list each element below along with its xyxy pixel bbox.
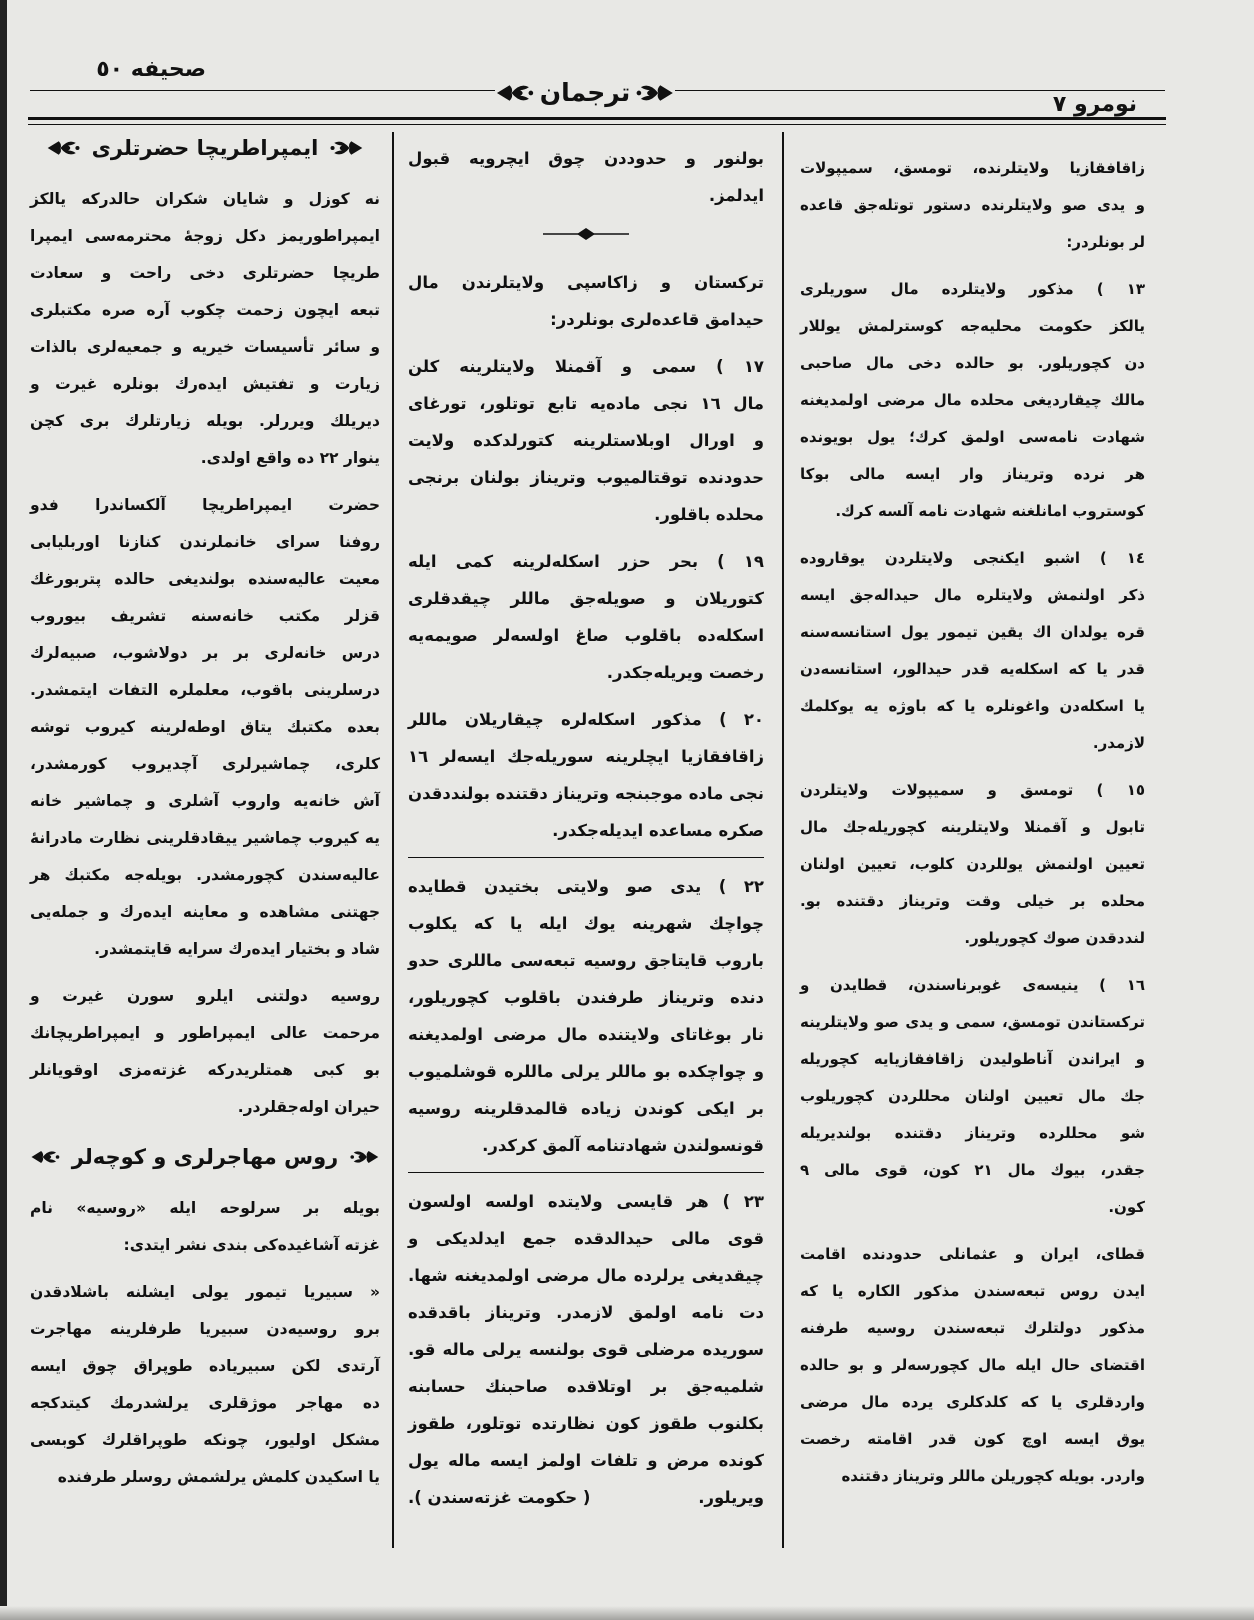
text-line: یالکز حکومت محلیه‌جه کوسترلمش یوللار <box>800 317 1145 335</box>
text-line: برو روسیه‌دن سبیریا طرفلرینه مهاجرت <box>30 1320 380 1338</box>
text-line: اقتضای حال ایله مال کچورسه‌لر و بو حالده <box>800 1356 1145 1374</box>
text-line: بعده مکتبك یتاق اوطه‌لرینه کیروب توشه <box>30 718 380 736</box>
text-line: مشکل اولیور، چونکه طوپراقلرك کوبسی <box>30 1431 380 1449</box>
text-line: ١٦ ) ینیسه‌ی غوبرناسندن، قطایدن و <box>800 976 1145 994</box>
paragraph <box>800 271 1145 530</box>
text-line: ١٥ ) تومسق و سمیپولات ولایتلردن <box>800 781 1145 799</box>
column-rule <box>782 132 784 1548</box>
text-line: کونده مرض و تلفات اولمز ایسه ماله یول <box>408 1451 764 1470</box>
text-line: ١٣ ) مذکور ولایتلرده مال سوریلری <box>800 280 1145 298</box>
section-heading <box>30 125 380 171</box>
text-line: تبعه ایچون زحمت چکوب آره صره مکتبلری <box>30 301 380 319</box>
text-line: قونسولندن شهادتنامه آلمق کرکدر. <box>482 1136 764 1155</box>
text-line: چواچك شهرینه یوك ایله یا که یکلوب <box>408 914 764 933</box>
text-line: جك مال تعیین اولنان محللردن کچوریلوب <box>800 1087 1145 1105</box>
section-heading-text: روس مهاجرلری و کوچه‌لر <box>71 1145 339 1169</box>
text-line: طریچا حضرتلری دخی راحت و سعادت <box>30 264 380 282</box>
text-line: نه کوزل و شایان شکران حالدرکه یالکز <box>30 190 380 208</box>
text-line: نار بوغاتای ولایتنده مال مرضی اولمدیغنه <box>408 1025 764 1044</box>
ornament-left-icon <box>30 1146 60 1168</box>
paragraph <box>800 772 1145 957</box>
text-line: قطای، ایران و عثمانلی حدودنده اقامت <box>800 1245 1145 1263</box>
text-line: ایدن روس تبعه‌سندن مذکور الکاره یا که <box>800 1282 1145 1300</box>
text-line: یا اسکیدن کلمش یرلشمش روسلر طرفنده <box>57 1468 380 1486</box>
header-double-rule <box>28 117 1166 125</box>
text-line: زاقافقازیا ایچلرینه سوریله‌جك ایسه‌لر ١٦ <box>408 747 764 766</box>
text-line: دن کچوریلور. بو حالده دخی مال صاحبی <box>800 354 1145 372</box>
text-line: بو کبی همتلریدرکه غزته‌مزی اوقویانلر <box>30 1061 380 1079</box>
text-line: کلری، چماشیرلری آچدیروب کورمشدر، <box>30 755 380 773</box>
text-line: شهادت نامه‌سی اولمق کرك؛ یول بویونده <box>800 428 1145 446</box>
text-line: درس خانه‌لری بر بر دولاشوب، صبیه‌لرك <box>30 644 380 662</box>
section-divider <box>408 214 764 254</box>
paragraph <box>30 1274 380 1496</box>
masthead <box>495 76 675 110</box>
text-line: حضرت ایمپراطریچا آلکساندرا فدو <box>30 496 380 514</box>
text-line: قوی مالی حیدالدقده جمع ایدلدیکی و <box>408 1229 764 1248</box>
text-line: حدودنده توقتالمیوب وتریناز بولنان برنجی <box>408 468 764 487</box>
text-line: واردقلری یا که کلدکلری یرده مال مرضی <box>800 1393 1145 1411</box>
text-line: روسیه دولتنی ایلرو سورن غیرت و <box>30 987 380 1005</box>
paragraph <box>408 543 764 691</box>
text-line: آش خانه‌یه واروب آشلری و چماشیر خانه <box>30 792 380 810</box>
source-note: ( حکومت غزته‌سندن ). <box>408 1488 591 1507</box>
text-line: لازمدر. <box>1092 734 1145 752</box>
text-line: رخصت ویریله‌جکدر. <box>606 663 764 682</box>
text-line: آرتدی لکن سبیریاده طوپراق چوق ایسه <box>30 1357 380 1375</box>
text-line: روفنا سرای خانملرندن کنازنا اوربلیابی <box>30 533 380 551</box>
text-line: یا اسکله‌دن واغونلره یا که باوژه یه یوکلمك <box>800 697 1145 715</box>
column-middle <box>408 140 764 1516</box>
text-line: مال ١٦ نجی ماده‌یه تابع توتلور، تورغای <box>408 394 764 413</box>
text-line: ذکر اولنمش ولایتلره مال حیداله‌جق ایسه <box>800 586 1145 604</box>
text-line: ٢٣ ) هر قایسی ولایتده اولسه اولسون <box>408 1192 764 1211</box>
ornament-right-icon <box>350 1146 380 1168</box>
text-line: شو محللرده وتریناز دقتنده بولندیریله <box>800 1124 1145 1142</box>
ornament-left-icon <box>46 137 80 159</box>
paragraph <box>800 967 1145 1226</box>
text-line: مذکور دولتلرك تبعه‌سندن روسیه طرفنه <box>800 1319 1145 1337</box>
text-line: جقدر، بیوك مال ٢١ کون، قوی مالی ٩ <box>800 1161 1145 1179</box>
text-line: ترکستان و زاکاسپی ولایتلرندن مال <box>408 273 764 292</box>
section-heading <box>30 1134 380 1180</box>
text-line: لنددقدن صوك کچوریلور. <box>964 929 1145 947</box>
section-rule <box>408 857 764 858</box>
text-line-segment: ویریلور. <box>698 1488 764 1507</box>
text-line: نجی ماده موجبنجه وتریناز دقتنده بولنددقدن <box>408 784 764 803</box>
section-heading-text: ایمپراطریچا حضرتلری <box>91 136 319 160</box>
text-line: ١٤ ) اشبو ایکنجی ولایتلردن یوقاروده <box>800 549 1145 567</box>
text-line: قدر یا که اسکله‌یه قدر حیدالور، استانسه‌دن <box>800 660 1145 678</box>
text-line: ده مهاجر موژقلری یرلشدرمك کیتدکجه <box>30 1394 380 1412</box>
paragraph <box>408 348 764 533</box>
paragraph <box>30 1190 380 1264</box>
text-line: ینوار ٢٢ ده واقع اولدی. <box>200 449 380 467</box>
text-line: حیدامق قاعده‌لری بونلردر: <box>550 310 764 329</box>
text-line: و یدی صو ولایتلرنده دستور توتله‌جق قاعده <box>800 196 1145 214</box>
text-line: قره یولدان اك یقین تیمور یول استانسه‌سنه <box>800 623 1145 641</box>
text-line: ٢٢ ) یدی صو ولایتی بختیدن قطایده <box>408 877 764 896</box>
text-line: محلده باقلور. <box>654 505 764 524</box>
text-line: سوریده مرضلی قوی بولنسه یرلی ماله قو. <box>408 1340 764 1359</box>
text-line: عالیه‌سندن کچورمشدر. بویله‌جه مکتبك هر <box>30 866 380 884</box>
text-line: ١٧ ) سمی و آقمنلا ولایتلرینه کلن <box>408 357 764 376</box>
scan-edge-bottom <box>0 1606 1254 1620</box>
ornament-right-icon <box>330 137 364 159</box>
text-line: زیارت و تفتیش ایده‌رك بونلره غیرت و <box>30 375 380 393</box>
text-line: کون. <box>1108 1198 1145 1216</box>
paragraph <box>408 1183 764 1516</box>
paragraph <box>30 978 380 1126</box>
text-line: چیقدیغی یرلرده مال مرضی اولمدیغنه شها. <box>408 1266 764 1285</box>
text-line: شاد و بختیار ایده‌رك سرایه قایتمشدر. <box>94 940 380 958</box>
text-line: شلمیه‌جق بر اوتلاقده صاحبنك حسابنه <box>408 1377 764 1396</box>
ornament-right-icon <box>636 81 675 105</box>
text-line: ترکستاندن تومسق، سمی و یدی صو ولایتلرینه <box>800 1013 1145 1031</box>
page-number: صحیفه ٥٠ <box>96 57 206 82</box>
text-line: مالك چیقاردیغی محلده مال مرضی اولمدیغنه <box>800 391 1145 409</box>
text-line: درسلرینی باقوب، معلملره التفات ایتمشدر. <box>30 681 380 699</box>
text-line: یه کیروب چماشیر ییقادقلرینی نظارت مادرانۀ <box>30 829 380 847</box>
paragraph <box>408 701 764 849</box>
text-line: دیریلك ویررلر. بویله زیارتلرك بری کچن <box>30 412 380 430</box>
text-line: ایمپراطوریمز دکل زوجۀ محترمه‌سی ایمپرا <box>30 227 380 245</box>
text-line: و سائر تأسیسات خیریه و جمعیه‌لری بالذات <box>30 338 380 356</box>
paragraph <box>408 264 764 338</box>
paragraph <box>30 487 380 968</box>
text-line: و اورال اوبلاستلرینه کتورلدکده ولایت <box>408 431 764 450</box>
text-line: جهتنی مشاهده و معاینه ایده‌رك و جمله‌یی <box>30 903 380 921</box>
scan-edge <box>0 0 7 1620</box>
text-line: دنده وتریناز طرفندن باقلوب کچوریلور، <box>408 988 764 1007</box>
text-line: هر نرده وتریناز وار ایسه مالی بوکا <box>800 465 1145 483</box>
issue-number: نومرو ٧ <box>1052 92 1137 117</box>
text-line: بر ایکی کوندن زیاده قالمدقلرینه روسیه <box>408 1099 764 1118</box>
text-line: یوق ایسه اوچ کون قدر اقامته رخصت <box>800 1430 1145 1448</box>
paragraph <box>30 181 380 477</box>
text-line: غزته آشاغیده‌کی بندی نشر ایتدی: <box>123 1236 380 1254</box>
paragraph <box>800 540 1145 762</box>
paragraph <box>800 1236 1145 1495</box>
text-line: بکلنوب طقوز کون نظارتده توتلور، طقوز <box>408 1414 764 1433</box>
text-line: بولنور و حدوددن چوق ایچرویه قبول <box>408 149 764 168</box>
text-line: تعیین اولنمش یوللردن کلوب، تعیین اولنان <box>800 855 1145 873</box>
text-line: و ایراندن آناطولیدن زاقافقازیایه کچوریله <box>800 1050 1145 1068</box>
text-line: کوستروب امانلغنه شهادت نامه آلسه کرك. <box>835 502 1145 520</box>
text-line: صکره مساعده ایدیله‌جکدر. <box>552 821 764 840</box>
text-line: بویله بر سرلوحه ایله «روسیه» نام <box>30 1199 380 1217</box>
text-line: محلده بر خیلی وقت وتریناز دقتنده بو. <box>800 892 1145 910</box>
text-line: تابول و آقمنلا ولایتلرینه کچوریله‌جك مال <box>800 818 1145 836</box>
column-left <box>30 125 380 1496</box>
text-line: ١٩ ) بحر حزر اسکله‌لرینه کمی ایله <box>408 552 764 571</box>
text-line: واردر. بویله کچوریلن ماللر وتریناز دقتنده <box>841 1467 1145 1485</box>
text-line: حیران اوله‌جقلردر. <box>237 1098 380 1116</box>
text-line: ٢٠ ) مذکور اسکله‌لره چیقاریلان ماللر <box>408 710 764 729</box>
section-rule <box>408 1172 764 1173</box>
text-line: لر بونلردر: <box>1066 233 1145 251</box>
divider-diamond-icon <box>543 226 629 242</box>
paragraph <box>408 140 764 214</box>
text-line: کتوریلان و صویله‌جق ماللر چیقدقلری <box>408 589 764 608</box>
paragraph <box>800 150 1145 261</box>
column-rule <box>392 132 394 1548</box>
text-line: « سبیریا تیمور یولی ایشلنه باشلادقدن <box>30 1283 380 1301</box>
ornament-left-icon <box>495 81 534 105</box>
text-line: قزلر مکتب خانه‌سنه تشریف بیوروب <box>30 607 380 625</box>
text-line: ایدلمز. <box>708 186 764 205</box>
text-line: معیت عالیه‌سنده بولندیغی حالده پتربورغك <box>30 570 380 588</box>
text-line: زاقافقازیا ولایتلرنده، تومسق، سمیپولات <box>800 159 1145 177</box>
text-line: اسکله‌ده باقلوب صاغ اولسه‌لر صویمه‌یه <box>408 626 764 645</box>
newspaper-title: ترجمان <box>539 78 631 107</box>
paragraph <box>408 868 764 1164</box>
text-line <box>408 1479 764 1516</box>
text-line: دت نامه اولمق لازمدر. وتریناز باقدقده <box>408 1303 764 1322</box>
column-right <box>800 150 1145 1495</box>
text-line: باروب قایتاجق روسیه تبعه‌سی ماللری حدو <box>408 951 764 970</box>
text-line: و چواچکده بو ماللر یرلی ماللره قوشلمیوب <box>408 1062 764 1081</box>
text-line: مرحمت عالی ایمپراطور و ایمپراطریچانك <box>30 1024 380 1042</box>
